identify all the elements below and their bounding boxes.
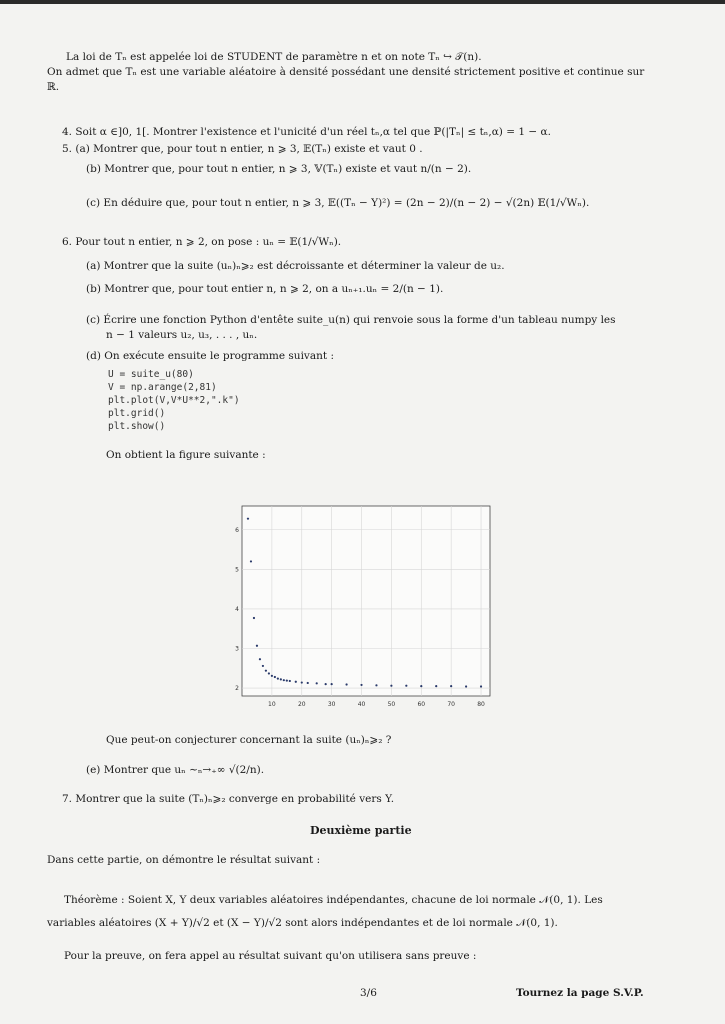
code-line: V = np.arange(2,81) (108, 382, 217, 393)
question-6b: (b) Montrer que, pour tout entier n, n ⩾ 2, on a uₙ₊₁.uₙ = 2/(n − 1). (86, 283, 444, 295)
data-point (295, 681, 297, 683)
data-point (390, 685, 392, 687)
data-point (271, 675, 273, 677)
data-point (307, 682, 309, 684)
plot-frame (242, 506, 490, 696)
theorem-line: Théorème : Soient X, Y deux variables aléatoires indépendantes, chacune de loi normale 𝒩(0, 1). Les (64, 894, 603, 906)
text-line: ℝ. (47, 81, 60, 93)
proof-intro: Pour la preuve, on fera appel au résultat suivant qu'on utilisera sans preuve : (64, 950, 477, 962)
y-tick-label: 5 (235, 566, 239, 574)
theorem-line: variables aléatoires (X + Y)/√2 et (X − Y)/√2 sont alors indépendantes et de loi normale 𝒩(0, 1). (47, 917, 558, 929)
data-point (286, 679, 288, 681)
data-point (331, 683, 333, 685)
x-tick-label: 80 (477, 701, 485, 708)
data-point (435, 685, 437, 687)
question-5b: (b) Montrer que, pour tout n entier, n ⩾ 3, 𝕍(Tₙ) existe et vaut n/(n − 2). (86, 163, 472, 175)
text-line: On admet que Tₙ est une variable aléatoire à densité possédant une densité strictement positive et continue sur (47, 66, 645, 78)
question-6a: (a) Montrer que la suite (uₙ)ₙ⩾₂ est décroissante et déterminer la valeur de u₂. (86, 260, 505, 272)
data-point (274, 676, 276, 678)
x-tick-label: 20 (297, 701, 306, 708)
question-6: 6. Pour tout n entier, n ⩾ 2, on pose : uₙ = 𝔼(1/√Wₙ). (62, 236, 342, 248)
data-point (268, 672, 270, 674)
data-point (277, 677, 279, 679)
data-point (280, 678, 282, 680)
x-tick-label: 60 (417, 701, 426, 708)
y-tick-label: 6 (235, 526, 239, 534)
x-tick-label: 40 (357, 701, 366, 708)
data-point (465, 685, 467, 687)
data-point (301, 681, 303, 683)
page-number: 3/6 (360, 987, 377, 999)
figure-intro: On obtient la figure suivante : (106, 449, 266, 461)
data-point (262, 665, 264, 667)
question-5c: (c) En déduire que, pour tout n entier, n ⩾ 3, 𝔼((Tₙ − Y)²) = (2n − 2)/(n − 2) − √(2n) 𝔼(1/√Wₙ). (86, 197, 590, 209)
scatter-plot (232, 500, 494, 712)
part-intro: Dans cette partie, on démontre le résultat suivant : (47, 854, 321, 866)
x-tick-label: 30 (327, 701, 336, 708)
data-point (247, 518, 249, 520)
data-point (420, 685, 422, 687)
data-point (283, 679, 285, 681)
data-point (480, 685, 482, 687)
turn-page-note: Tournez la page S.V.P. (516, 987, 644, 999)
data-point (265, 670, 267, 672)
data-point (316, 682, 318, 684)
question-7: 7. Montrer que la suite (Tₙ)ₙ⩾₂ converge en probabilité vers Y. (62, 793, 395, 805)
question-6c-cont: n − 1 valeurs u₂, u₃, . . . , uₙ. (106, 329, 258, 341)
y-tick-label: 3 (235, 645, 239, 653)
y-tick-label: 4 (235, 605, 239, 613)
question-6d: (d) On exécute ensuite le programme suivant : (86, 350, 334, 362)
code-line: U = suite_u(80) (108, 369, 194, 380)
question-5a: 5. (a) Montrer que, pour tout n entier, n ⩾ 3, 𝔼(Tₙ) existe et vaut 0 . (62, 143, 423, 155)
question-6c: (c) Écrire une fonction Python d'entête suite_u(n) qui renvoie sous la forme d'un tableau numpy les (86, 314, 616, 326)
code-line: plt.show() (108, 421, 166, 432)
x-tick-label: 10 (268, 701, 276, 708)
code-line: plt.grid() (108, 408, 166, 419)
question-4: 4. Soit α ∈]0, 1[. Montrer l'existence et l'unicité d'un réel tₙ,α tel que ℙ(|Tₙ| ≤ tₙ,α) = 1 − α. (62, 126, 551, 138)
question-6e: (e) Montrer que uₙ ∼ₙ→₊∞ √(2/n). (86, 764, 265, 776)
data-point (253, 617, 255, 619)
data-point (375, 684, 377, 686)
data-point (360, 684, 362, 686)
data-point (405, 685, 407, 687)
conjecture-question: Que peut-on conjecturer concernant la suite (uₙ)ₙ⩾₂ ? (106, 734, 392, 746)
text-line: La loi de Tₙ est appelée loi de STUDENT de paramètre n et on note Tₙ ↪ 𝒯(n). (66, 51, 482, 63)
section-heading: Deuxième partie (310, 824, 412, 837)
x-tick-label: 50 (387, 701, 396, 708)
data-point (256, 645, 258, 647)
y-tick-label: 2 (235, 685, 239, 693)
data-point (450, 685, 452, 687)
data-point (345, 683, 347, 685)
x-tick-label: 70 (447, 701, 455, 708)
data-point (289, 680, 291, 682)
data-point (259, 658, 261, 660)
code-line: plt.plot(V,V*U**2,".k") (108, 395, 240, 406)
data-point (325, 683, 327, 685)
data-point (250, 560, 252, 562)
